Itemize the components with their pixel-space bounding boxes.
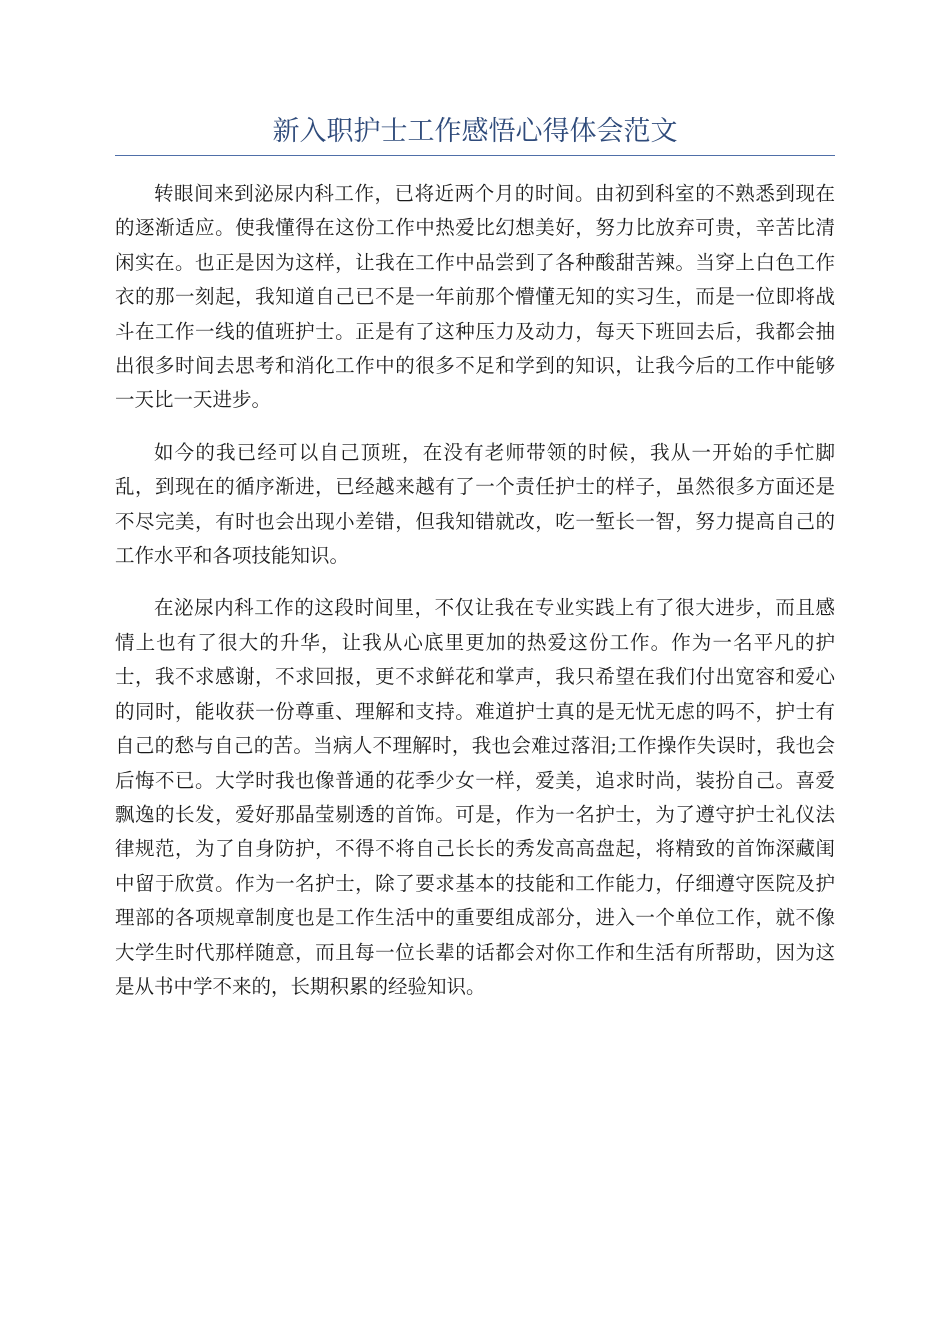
paragraph-1: 转眼间来到泌尿内科工作，已将近两个月的时间。由初到科室的不熟悉到现在的逐渐适应。使我懂得在这份工作中热爱比幻想美好，努力比放弃可贵，辛苦比清闲实在。也正是因为这样，让我在工作中品尝到了各种酸甜苦辣。当穿上白色工作衣的那一刻起，我知道自己已不是一年前那个懵懂无知的实习生，而是一位即将战斗在工作一线的值班护士。正是有了这种压力及动力，每天下班回去后，我都会抽出很多时间去思考和消化工作中的很多不足和学到的知识，让我今后的工作中能够一天比一天进步。 — [115, 182, 835, 412]
paragraph-3: 在泌尿内科工作的这段时间里，不仅让我在专业实践上有了很大进步，而且感情上也有了很大的升华，让我从心底里更加的热爱这份工作。作为一名平凡的护士，我不求感谢，不求回报，更不求鲜花和掌声，我只希望在我们付出宽容和爱心的同时，能收获一份尊重、理解和支持。难道护士真的是无忧无虑的吗不，护士有自己的愁与自己的苦。当病人不理解时，我也会难过落泪;工作操作失误时，我也会后悔不已。大学时我也像普通的花季少女一样，爱美，追求时尚，装扮自己。喜爱飘逸的长发，爱好那晶莹剔透的首饰。可是，作为一名护士，为了遵守护士礼仪法律规范，为了自身防护，不得不将自己长长的秀发高高盘起，将精致的首饰深藏闺中留于欣赏。作为一名护士，除了要求基本的技能和工作能力，仔细遵守医院及护理部的各项规章制度也是工作生活中的重要组成部分，进入一个单位工作，就不像大学生时代那样随意，而且每一位长辈的话都会对你工作和生活有所帮助，因为这是从书中学不来的，长期积累的经验知识。 — [115, 596, 835, 998]
document-title: 新入职护士工作感悟心得体会范文 — [272, 116, 678, 147]
paragraph-2: 如今的我已经可以自己顶班，在没有老师带领的时候，我从一开始的手忙脚乱，到现在的循序渐进，已经越来越有了一个责任护士的样子，虽然很多方面还是不尽完美，有时也会出现小差错，但我知错就改，吃一堑长一智，努力提高自己的工作水平和各项技能知识。 — [115, 440, 835, 568]
title-underline — [115, 155, 835, 156]
document-body — [115, 177, 835, 1022]
